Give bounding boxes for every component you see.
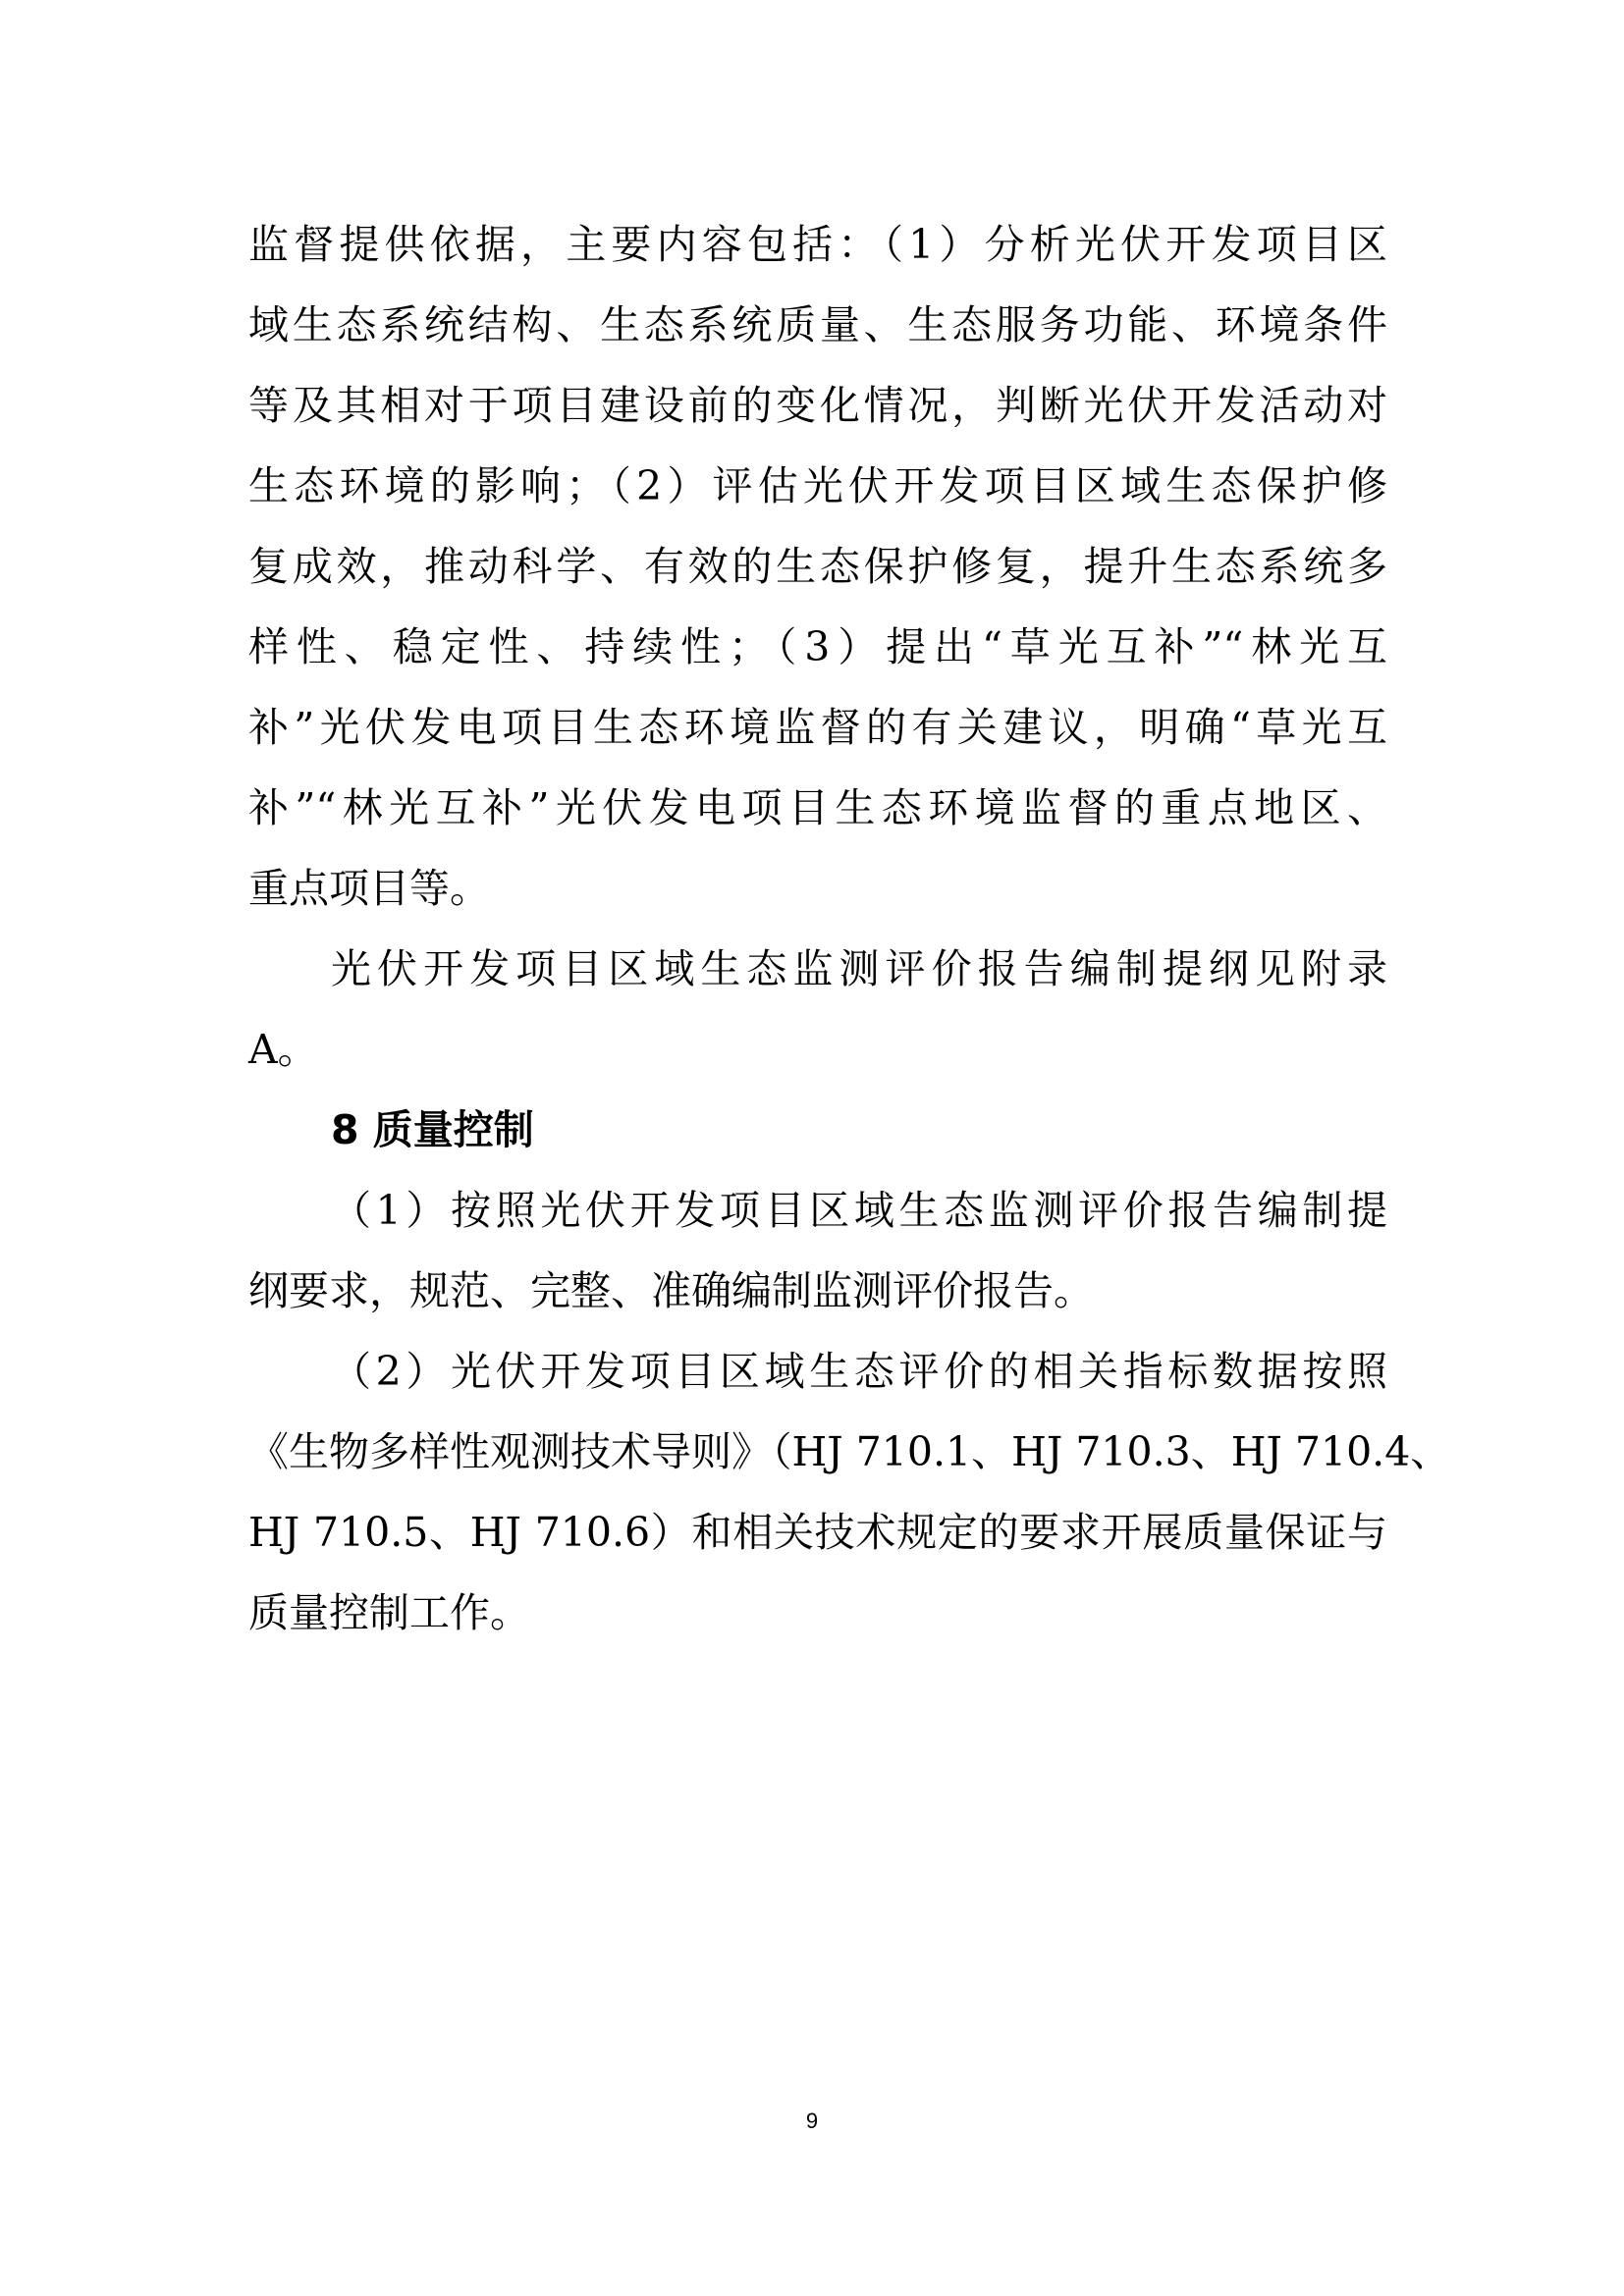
paragraph-4-line-3: HJ 710.5、HJ 710.6）和相关技术规定的要求开展质量保证与	[248, 1509, 1387, 1556]
section-heading: 8 质量控制	[331, 1106, 534, 1153]
paragraph-1-line-6: 样性、稳定性、持续性；（3）提出“草光互补”“林光互	[248, 623, 1387, 670]
paragraph-1-line-7: 补”光伏发电项目生态环境监督的有关建议，明确“草光互	[248, 704, 1387, 751]
paragraph-1-line-3: 等及其相对于项目建设前的变化情况，判断光伏开发活动对	[248, 382, 1387, 429]
paragraph-1-line-5: 复成效，推动科学、有效的生态保护修复，提升生态系统多	[248, 543, 1387, 590]
paragraph-2-line-1: 光伏开发项目区域生态监测评价报告编制提纲见附录	[331, 945, 1387, 992]
page-number: 9	[805, 2109, 819, 2133]
paragraph-3-line-1: （1）按照光伏开发项目区域生态监测评价报告编制提	[331, 1187, 1387, 1234]
paragraph-4-line-4: 质量控制工作。	[248, 1589, 530, 1636]
paragraph-1-line-4: 生态环境的影响；（2）评估光伏开发项目区域生态保护修	[248, 462, 1387, 509]
paragraph-1-line-2: 域生态系统结构、生态系统质量、生态服务功能、环境条件	[248, 301, 1387, 348]
paragraph-1-line-1: 监督提供依据，主要内容包括：（1）分析光伏开发项目区	[248, 221, 1387, 268]
paragraph-4-line-2: 《生物多样性观测技术导则》（HJ 710.1、HJ 710.3、HJ 710.4、	[248, 1428, 1451, 1475]
paragraph-1-line-8: 补”“林光互补”光伏发电项目生态环境监督的重点地区、	[248, 784, 1387, 831]
paragraph-1-line-9: 重点项目等。	[248, 865, 490, 912]
paragraph-2-line-2: A。	[248, 1026, 318, 1073]
paragraph-4-line-1: （2）光伏开发项目区域生态评价的相关指标数据按照	[331, 1348, 1387, 1395]
paragraph-3-line-2: 纲要求，规范、完整、准确编制监测评价报告。	[248, 1267, 1094, 1314]
